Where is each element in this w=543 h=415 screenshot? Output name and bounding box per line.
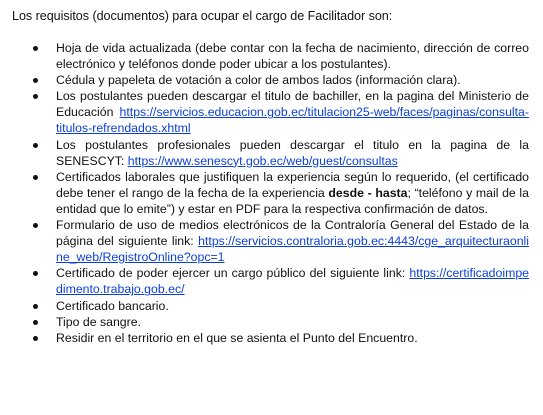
bullet-icon	[33, 175, 38, 180]
link-certificado-impedimento[interactable]: https://certificadoimpedimento.trabajo.gob.ec/	[56, 266, 529, 297]
item-text: Certificados laborales que justifiquen la experiencia según lo requerido, (el certificado debe tener el rango de la fecha de la experiencia	[56, 169, 529, 200]
list-item-residir	[12, 330, 529, 346]
item-text: Certificado bancario.	[56, 298, 169, 313]
item-text: Cédula y papeleta de votación a color de ambos lados (información clara).	[56, 73, 461, 88]
item-text: Formulario de uso de medios electrónicos de la Contraloría General del Estado de la página del siguiente link:	[56, 218, 529, 249]
list-item-tipo-sangre	[12, 314, 529, 330]
list-item-certificados-laborales	[12, 169, 529, 217]
item-text: Los postulantes profesionales pueden descargar el titulo en la pagina de la SENESCYT:	[56, 137, 529, 168]
intro-paragraph: Los requisitos (documentos) para ocupar el cargo de Facilitador son:	[12, 9, 393, 23]
link-titulos-refrendados[interactable]: https://servicios.educacion.gob.ec/titulacion25-web/faces/paginas/consulta-titulos-refrendados.xhtml	[56, 105, 529, 136]
list-item-titulo-bachiller	[12, 88, 529, 136]
bullet-icon	[33, 94, 38, 99]
item-text: Certificado de poder ejercer un cargo público del siguiente link:	[56, 266, 410, 281]
bullet-icon	[33, 320, 38, 325]
list-item-certificado-bancario	[12, 298, 529, 314]
item-text: Hoja de vida actualizada (debe contar con la fecha de nacimiento, dirección de correo electrónico y teléfonos donde poder ubicar a los postulantes).	[56, 41, 529, 72]
bullet-icon	[33, 271, 38, 276]
bullet-icon	[33, 46, 38, 51]
bullet-icon	[33, 336, 38, 341]
link-senescyt[interactable]: https://www.senescyt.gob.ec/web/guest/consultas	[127, 153, 398, 168]
list-item-certificado-impedimento	[12, 265, 529, 297]
item-text-after: ; “teléfono y mail de la entidad que lo emite”) y estar en PDF para la respectiva confirmación de datos.	[56, 185, 529, 216]
item-bold-text: desde - hasta	[328, 185, 408, 200]
bullet-icon	[33, 223, 38, 228]
bullet-icon	[33, 143, 38, 148]
item-text: Residir en el territorio en el que se asienta el Punto del Encuentro.	[56, 330, 418, 345]
list-item-cedula	[12, 72, 529, 88]
requirements-list	[12, 40, 529, 346]
item-text: Los postulantes pueden descargar el titulo de bachiller, en la pagina del Ministerio de Educación	[56, 89, 529, 120]
bullet-icon	[33, 78, 38, 83]
list-item-hoja-de-vida	[12, 40, 529, 72]
list-item-titulo-senescyt	[12, 137, 529, 169]
list-item-formulario-contraloria	[12, 217, 529, 265]
link-contraloria[interactable]: https://servicios.contraloria.gob.ec:4443/cge_arquitecturaonline_web/RegistroOnline?opc=1	[56, 234, 529, 265]
item-text: Tipo de sangre.	[56, 314, 141, 329]
bullet-icon	[33, 304, 38, 309]
